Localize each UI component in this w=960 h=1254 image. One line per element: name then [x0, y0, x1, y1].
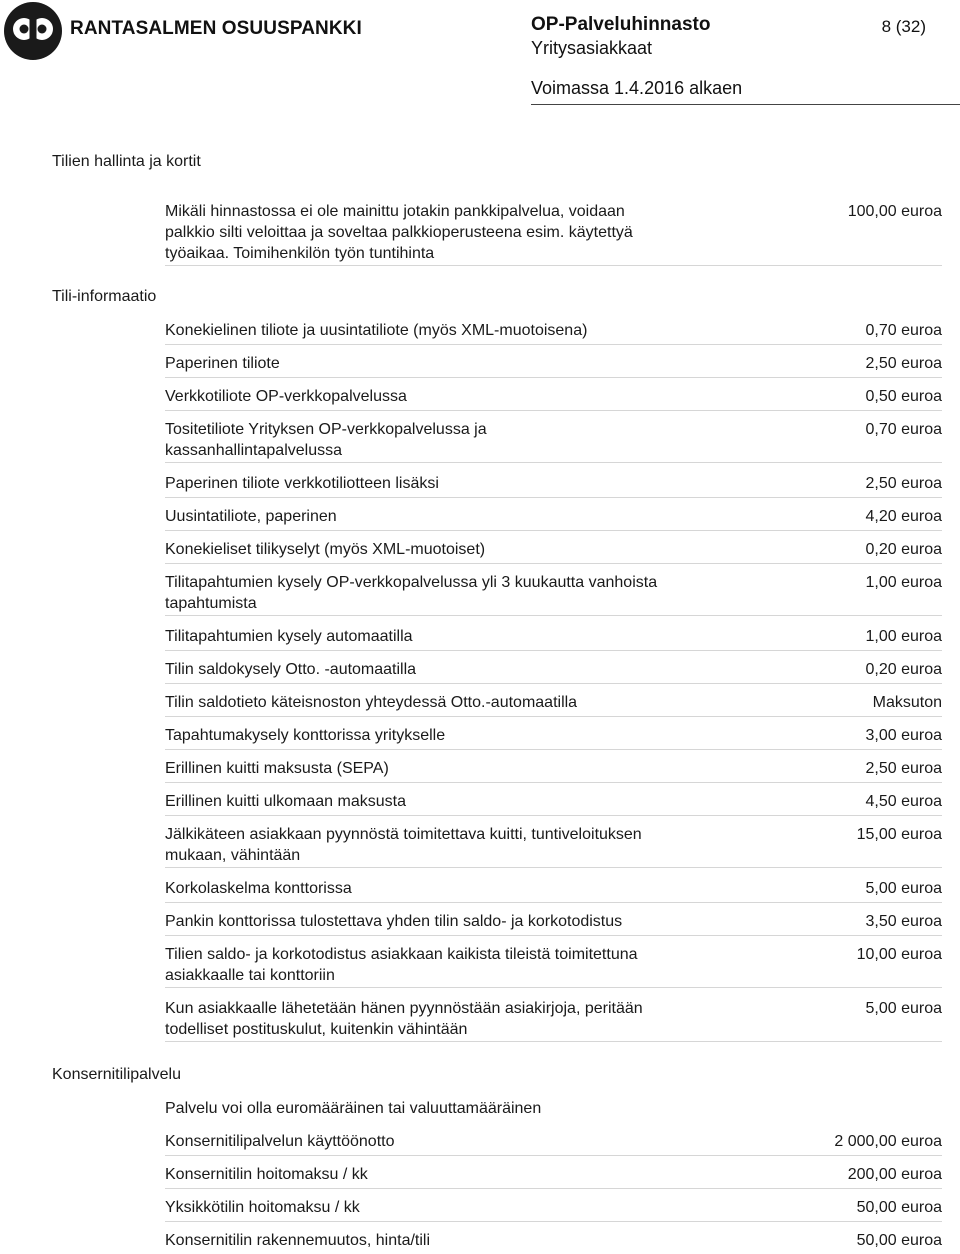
service-description: Korkolaskelma konttorissa [165, 880, 352, 897]
price-row [165, 1131, 942, 1156]
price-row [165, 1098, 942, 1122]
service-description: Tilitapahtumien kysely OP-verkkopalvelussa yli 3 kuukautta vanhoista tapahtumista [165, 574, 658, 612]
service-price: 4,50 euroa [865, 793, 942, 810]
page-number: 8 (32) [881, 17, 926, 36]
service-price: 0,70 euroa [865, 322, 942, 339]
price-row [165, 659, 942, 684]
service-price: 2,50 euroa [865, 475, 942, 492]
service-description: Konsernitilin rakennemuutos, hinta/tili [165, 1232, 431, 1249]
service-price: 3,00 euroa [865, 727, 942, 744]
service-description: Paperinen tiliote verkkotiliotteen lisäksi [165, 475, 439, 492]
service-price: 10,00 euroa [856, 946, 942, 963]
service-price: 3,50 euroa [865, 913, 942, 930]
bank-name: RANTASALMEN OSUUSPANKKI [70, 18, 362, 39]
service-description: Tapahtumakysely konttorissa yritykselle [165, 727, 446, 744]
service-description: Jälkikäteen asiakkaan pyynnöstä toimitettava kuitti, tuntiveloituksen mukaan, vähintään [165, 826, 642, 864]
service-price: 2,50 euroa [865, 355, 942, 372]
price-row [165, 1164, 942, 1189]
service-price: 100,00 euroa [847, 203, 942, 220]
service-description: Palvelu voi olla euromääräinen tai valuuttamääräinen [165, 1100, 542, 1117]
document-subtitle: Yritysasiakkaat [531, 38, 653, 58]
service-description: Tilin saldotieto käteisnoston yhteydessä Otto.-automaatilla [165, 694, 578, 711]
header-divider [531, 104, 960, 105]
service-description: Kun asiakkaalle lähetetään hänen pyynnöstään asiakirjoja, peritään todelliset postituskulut, kuitenkin vähintään [165, 1000, 643, 1038]
validity-date: Voimassa 1.4.2016 alkaen [531, 78, 743, 98]
service-price: 1,00 euroa [865, 574, 942, 591]
price-row [165, 419, 942, 463]
price-row [165, 506, 942, 531]
price-row [165, 572, 942, 616]
document-title: OP-Palveluhinnasto [531, 14, 711, 35]
service-description: Pankin konttorissa tulostettava yhden tilin saldo- ja korkotodistus [165, 913, 623, 930]
price-row [165, 1197, 942, 1222]
service-price: 200,00 euroa [847, 1166, 942, 1183]
price-row [165, 1230, 942, 1254]
service-description: Tilitapahtumien kysely automaatilla [165, 628, 413, 645]
service-description: Tositetiliote Yrityksen OP-verkkopalvelussa ja kassanhallintapalvelussa [165, 421, 487, 459]
price-row [165, 824, 942, 868]
price-row [165, 725, 942, 750]
price-row [165, 911, 942, 936]
price-row [165, 998, 942, 1042]
service-price: 4,20 euroa [865, 508, 942, 525]
service-price: 0,50 euroa [865, 388, 942, 405]
service-price: Maksuton [872, 694, 942, 711]
price-row [165, 201, 942, 266]
service-price: 5,00 euroa [865, 1000, 942, 1017]
price-row [165, 473, 942, 498]
service-price: 50,00 euroa [856, 1199, 942, 1216]
service-price: 50,00 euroa [856, 1232, 942, 1249]
service-description: Tilin saldokysely Otto. -automaatilla [165, 661, 417, 678]
price-row [165, 539, 942, 564]
service-price: 2,50 euroa [865, 760, 942, 777]
service-description: Tilien saldo- ja korkotodistus asiakkaan kaikista tileistä toimitettuna asiakkaalle tai konttoriin [165, 946, 638, 984]
service-description: Konekielinen tiliote ja uusintatiliote (myös XML-muotoisena) [165, 322, 588, 339]
section-title: Konsernitilipalvelu [52, 1066, 181, 1083]
service-description: Konsernitilipalvelun käyttöönotto [165, 1133, 395, 1150]
section-title: Tilien hallinta ja kortit [52, 153, 201, 170]
service-description: Yksikkötilin hoitomaksu / kk [165, 1199, 360, 1216]
service-description: Mikäli hinnastossa ei ole mainittu jotakin pankkipalvelua, voidaan palkkio silti veloittaa ja soveltaa palkkioperusteena esim. käytettyä työaikaa. Toimihenkilön työn tuntihinta [165, 203, 633, 262]
service-description: Verkkotiliote OP-verkkopalvelussa [165, 388, 407, 405]
price-row [165, 353, 942, 378]
price-row [165, 758, 942, 783]
service-price: 15,00 euroa [856, 826, 942, 843]
service-price: 0,70 euroa [865, 421, 942, 438]
service-price: 0,20 euroa [865, 661, 942, 678]
price-row [165, 878, 942, 903]
price-row [165, 320, 942, 345]
section-title: Tili-informaatio [52, 288, 157, 305]
service-price: 5,00 euroa [865, 880, 942, 897]
service-description: Uusintatiliote, paperinen [165, 508, 337, 525]
service-price: 2 000,00 euroa [834, 1133, 942, 1150]
service-description: Erillinen kuitti maksusta (SEPA) [165, 760, 389, 777]
price-row [165, 386, 942, 411]
price-row [165, 692, 942, 717]
service-price: 1,00 euroa [865, 628, 942, 645]
service-description: Konsernitilin hoitomaksu / kk [165, 1166, 368, 1183]
price-row [165, 626, 942, 651]
service-price: 0,20 euroa [865, 541, 942, 558]
price-row [165, 791, 942, 816]
op-logo-icon [4, 2, 62, 60]
service-description: Paperinen tiliote [165, 355, 280, 372]
service-description: Konekieliset tilikyselyt (myös XML-muotoiset) [165, 541, 486, 558]
price-row [165, 944, 942, 988]
service-description: Erillinen kuitti ulkomaan maksusta [165, 793, 406, 810]
page-header [0, 0, 960, 105]
